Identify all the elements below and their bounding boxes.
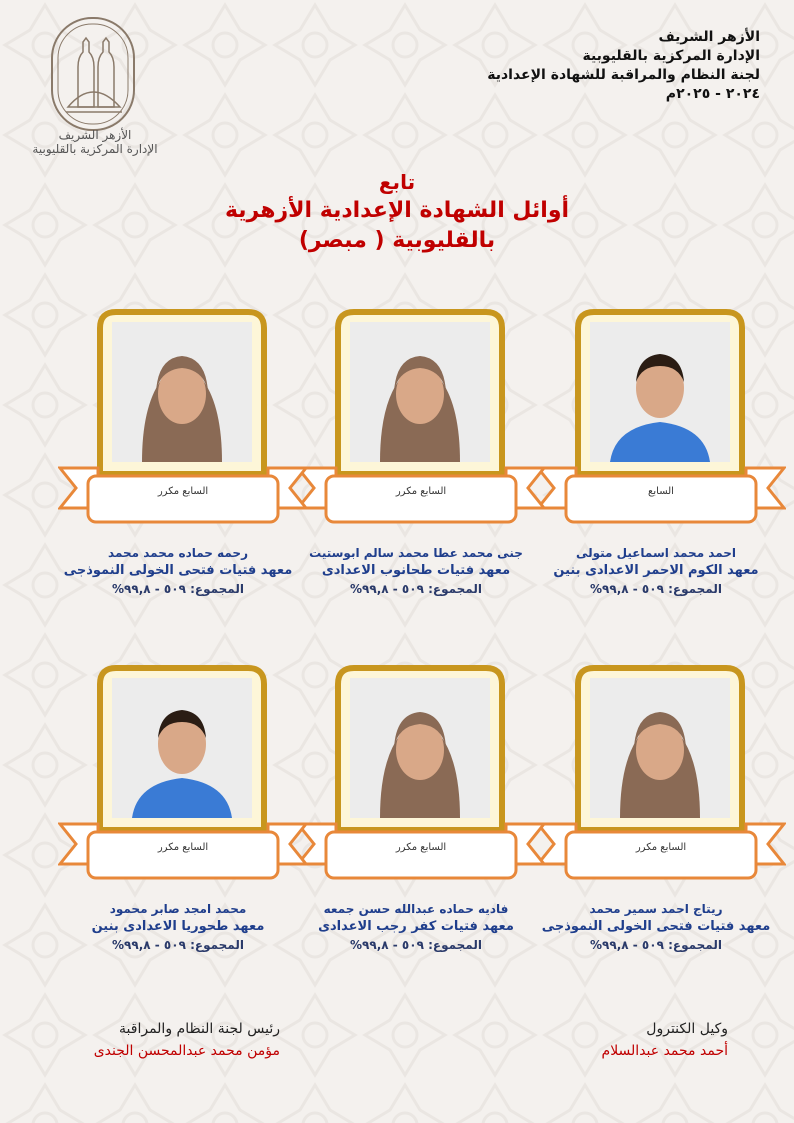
student-card	[536, 308, 786, 628]
rank-label: السابع مكرر	[635, 842, 687, 853]
logo-caption-line2: الإدارة المركزية بالقليوبية	[32, 142, 158, 156]
signature-right	[508, 1018, 728, 1062]
student-total: المجموع: ٥٠٩ - ٩٩,٨%	[350, 938, 482, 952]
signature-left	[40, 1018, 280, 1062]
student-school: معهد فتيات فتحى الخولى النموذجى	[541, 919, 771, 934]
document-header	[460, 28, 760, 104]
student-card	[296, 308, 546, 628]
student-name: جنى محمد عطا محمد سالم ابوستيت	[309, 546, 523, 560]
page-title	[0, 168, 794, 256]
student-school: معهد فتيات فتحى الخولى النموذجى	[63, 563, 293, 578]
student-name: احمد محمد اسماعيل متولى	[575, 546, 737, 560]
student-card	[536, 664, 786, 984]
rank-label: السابع مكرر	[395, 486, 447, 497]
title-line1: تابع	[378, 170, 416, 194]
student-name: فاديه حماده عبدالله حسن جمعه	[323, 902, 509, 916]
student-info	[58, 900, 298, 954]
rank-label: السابع مكرر	[157, 842, 209, 853]
signature-role: رئيس لجنة النظام والمراقبة	[119, 1021, 280, 1037]
student-total: المجموع: ٥٠٩ - ٩٩,٨%	[112, 582, 244, 596]
student-card	[58, 664, 308, 984]
title-line2: أوائل الشهادة الإعدادية الأزهرية	[224, 198, 570, 223]
student-school: معهد فتيات كفر رجب الاعدادى	[318, 919, 514, 934]
student-total: المجموع: ٥٠٩ - ٩٩,٨%	[590, 938, 722, 952]
student-school: معهد فتيات طحانوب الاعدادى	[321, 563, 511, 578]
student-school: معهد طحوريا الاعدادى بنين	[91, 919, 265, 934]
student-name: رحمه حماده محمد محمد	[108, 546, 248, 560]
student-photo	[112, 322, 252, 462]
student-card	[296, 664, 546, 984]
student-info	[296, 900, 536, 954]
student-school: معهد الكوم الاحمر الاعدادى بنين	[553, 563, 759, 578]
student-photo	[590, 678, 730, 818]
portrait-silhouette-icon	[590, 678, 730, 818]
student-name: محمد امجد صابر محمود	[109, 902, 247, 916]
student-name: ريتاج احمد سمير محمد	[589, 902, 723, 916]
header-line: لجنة النظام والمراقبة للشهادة الإعدادية	[487, 67, 760, 83]
student-total: المجموع: ٥٠٩ - ٩٩,٨%	[350, 582, 482, 596]
student-info	[536, 544, 776, 598]
rank-label: السابع مكرر	[395, 842, 447, 853]
student-photo	[112, 678, 252, 818]
portrait-silhouette-icon	[590, 322, 730, 462]
student-info	[58, 544, 298, 598]
student-photo	[350, 678, 490, 818]
student-info	[536, 900, 776, 954]
header-line: الأزهر الشريف	[658, 29, 760, 45]
rank-label: السابع	[648, 486, 674, 497]
student-info	[296, 544, 536, 598]
logo-caption-line1: الأزهر الشريف	[58, 128, 132, 142]
signature-name: أحمد محمد عبدالسلام	[601, 1043, 728, 1059]
header-line: ٢٠٢٤ - ٢٠٢٥م	[665, 86, 760, 102]
student-photo	[590, 322, 730, 462]
signature-role: وكيل الكنترول	[646, 1021, 728, 1037]
portrait-silhouette-icon	[350, 322, 490, 462]
portrait-silhouette-icon	[112, 678, 252, 818]
logo-caption	[30, 128, 160, 156]
rank-label: السابع مكرر	[157, 486, 209, 497]
student-card	[58, 308, 308, 628]
signature-name: مؤمن محمد عبدالمحسن الجندى	[93, 1043, 280, 1059]
student-total: المجموع: ٥٠٩ - ٩٩,٨%	[590, 582, 722, 596]
student-photo	[350, 322, 490, 462]
portrait-silhouette-icon	[350, 678, 490, 818]
header-line: الإدارة المركزية بالقليوبية	[582, 48, 760, 64]
title-line3: بالقليوبية ( مبصر)	[298, 228, 496, 253]
portrait-silhouette-icon	[112, 322, 252, 462]
student-total: المجموع: ٥٠٩ - ٩٩,٨%	[112, 938, 244, 952]
